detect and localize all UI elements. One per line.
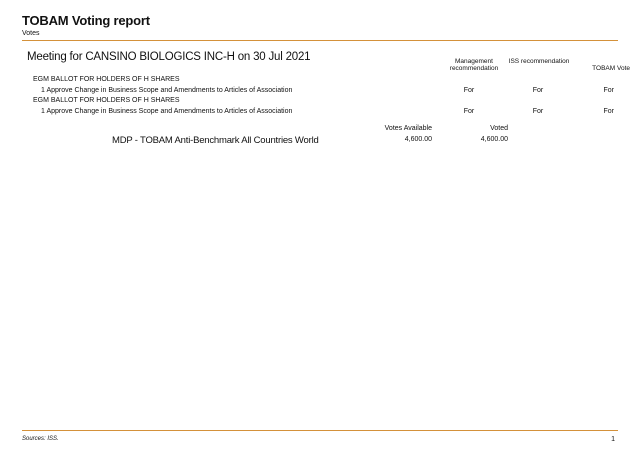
management-vote: For (463, 108, 475, 115)
meeting-title: Meeting for CANSINO BIOLOGICS INC-H on 30 Jul 2021 (27, 51, 311, 63)
report-title: TOBAM Voting report (22, 13, 150, 28)
ballot-heading: EGM BALLOT FOR HOLDERS OF H SHARES (33, 97, 180, 104)
iss-vote: For (532, 87, 544, 94)
column-header-tobam: TOBAM Vote (592, 65, 630, 72)
voted-label: Voted (490, 125, 508, 132)
column-header-iss: ISS recommendation (508, 58, 570, 65)
voted-value: 4,600.00 (480, 136, 508, 143)
tobam-vote: For (603, 108, 614, 115)
column-header-management: Management recommendation (449, 58, 499, 72)
footer-divider (22, 430, 618, 431)
iss-vote: For (532, 108, 544, 115)
fund-name: MDP - TOBAM Anti-Benchmark All Countries World (112, 135, 319, 146)
votes-available-value: 4,600.00 (404, 136, 432, 143)
votes-available-label: Votes Available (384, 125, 432, 132)
ballot-heading: EGM BALLOT FOR HOLDERS OF H SHARES (33, 76, 180, 83)
proposal-item: 1 Approve Change in Business Scope and Amendments to Articles of Association (41, 87, 293, 94)
footer-source: Sources: ISS. (22, 436, 59, 442)
tobam-vote: For (603, 87, 614, 94)
proposal-item: 1 Approve Change in Business Scope and Amendments to Articles of Association (41, 108, 293, 115)
management-vote: For (463, 87, 475, 94)
report-subtitle: Votes (22, 30, 40, 37)
page-number: 1 (611, 436, 615, 443)
header-divider (22, 40, 618, 41)
